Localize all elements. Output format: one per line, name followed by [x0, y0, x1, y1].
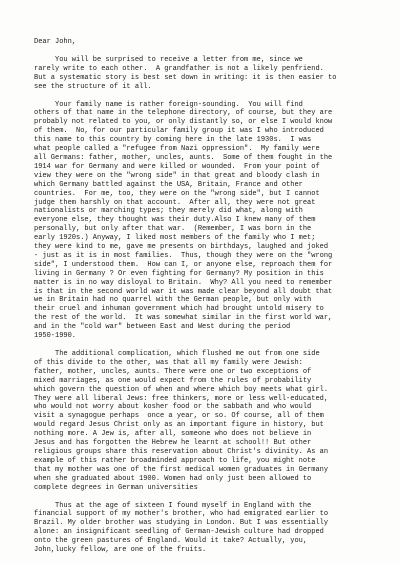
letter-paragraph [34, 502, 362, 555]
letter-line: They were all liberal Jews: free thinkers, more or less well-educated, [34, 394, 329, 403]
letter-line: side", I understood them. How can I, or anyone else, reproach them for [34, 260, 333, 269]
letter-line: everyone else, they thought was their duty.Also I knew many of them [34, 216, 316, 225]
letter-line: and in the "cold war" between East and West during the period [34, 323, 291, 332]
letter-line: we in Britain had no quarrel with the German people, but only with [34, 296, 312, 305]
letter-line: father, mother, uncles, aunts. There were one or two exceptions of [34, 367, 312, 376]
letter-line: The additional complication, which flushed me out from one side [34, 350, 320, 358]
letter-salutation: Dear John, [34, 38, 77, 46]
letter-line: alone: an insignificant seedling of German-Jewish culture had dropped [34, 528, 324, 537]
letter-line: probably not related to you, or only distantly so, or else I would know [34, 118, 333, 127]
letter-line: that my mother was one of the first medical women graduates in Germany [34, 465, 329, 474]
letter-line: visit a synagogue perhaps once a year, or so. Of course, all of them [34, 412, 324, 421]
letter-paragraph [34, 101, 362, 341]
letter-line: 1950-1990. [34, 332, 77, 341]
letter-line: living in Germany ? Or even fighting for Germany? My position in this [34, 269, 324, 278]
letter-line: the rest of the world. It was somewhat similar in the first world war, [34, 314, 333, 323]
letter-line: Thus at the age of sixteen I found myself in England with the [34, 501, 312, 510]
letter-line: others of that name in the telephone directory, of course, but they are [34, 109, 333, 118]
letter-line: judge them harshly on that account. After all, they were not great [34, 198, 316, 207]
letter-line: Brazil. My older brother was studying in London. But I was essentially [34, 519, 329, 528]
letter-line: religious groups share this reservation about Christ's divinity. As an [34, 447, 329, 456]
letter-line: matter is in no way disloyal to Britain. Why? All you need to remember [34, 278, 333, 287]
letter-paragraph [34, 56, 362, 92]
letter-line: all Germans: father, mother, uncles, aunts. Some of them fought in the [34, 153, 333, 162]
letter-line: their cruel and inhuman government which had brought untold misery to [34, 305, 324, 314]
letter-line: they were kind to me, gave me presents on birthdays, laughed and joked [34, 243, 329, 252]
letter-line: rarely write to each other. A grandfather is not a likely penfriend. [34, 64, 324, 73]
letter-line: what people called a "refugee from Nazi oppression". My family were [34, 145, 320, 154]
letter-line: this name to this country by coming here in the late 1930s. I was [34, 136, 312, 145]
letter-line: personally, but only after that war. (Remember, I was born in the [34, 225, 312, 234]
letter-paragraph [34, 350, 362, 493]
letter-line: John,lucky fellow, are one of the fruits. [34, 546, 207, 555]
letter-line: which Germany battled against the USA, Britain, France and other [34, 180, 303, 189]
letter-line: financial support of my mother's brother, who had emigrated earlier to [34, 510, 329, 519]
letter-line: nationalists or marching types; they merely did what, along with [34, 207, 303, 216]
letter-body [34, 56, 362, 555]
letter-line: Jesus and has forgotten the Hebrew he learnt at school!! But other [34, 439, 312, 448]
letter-line: Your family name is rather foreign-sounding. You will find [34, 100, 303, 109]
letter-line: see the structure of it all. [34, 82, 152, 91]
letter-line: countries. For me, too, they were on the "wrong side", but I cannot [34, 189, 320, 198]
letter-line: when she graduated about 1900. Women had only just been allowed to [34, 474, 312, 483]
letter-line: nothing more. A Jew is, after all, someone who does not believe in [34, 430, 312, 439]
letter-line: view they were on the "wrong side" in that great and bloody clash in [34, 171, 320, 180]
letter-line: of this divide to the other, was that all my family were Jewish: [34, 358, 303, 367]
letter-line: example of this rather broadminded approach to life, you might note [34, 456, 316, 465]
letter-line: early 1920s.) Anyway, I liked most members of the family who I met; [34, 234, 316, 243]
letter-line: You will be surprised to receive a letter from me, since we [34, 55, 303, 64]
letter-line: mixed marriages, as one would expect from the rules of probability [34, 376, 312, 385]
letter-line: who would not worry about kosher food or the sabbath and who would [34, 403, 312, 412]
letter-line: onto the green pastures of England. Would it take? Actually, you, [34, 537, 308, 546]
letter-line: complete degrees in German universities [34, 483, 198, 492]
letter-line: 1914 war for Germany and were killed or wounded. From your point of [34, 162, 320, 171]
letter-line: which govern the question of when and where which boy meets what girl. [34, 385, 329, 394]
letter-line: But a systematic story is best set down in writing: it is then easier to [34, 73, 337, 82]
letter-line: would regard Jesus Christ only as an important figure in history, but [34, 421, 324, 430]
letter-line: is that in the second world war it was made clear beyond all doubt that [34, 287, 333, 296]
letter-line: - just as it is in most families. Thus, though they were on the "wrong [34, 251, 333, 260]
letter-line: of them. No, for our particular family group it was I who introduced [34, 127, 324, 136]
